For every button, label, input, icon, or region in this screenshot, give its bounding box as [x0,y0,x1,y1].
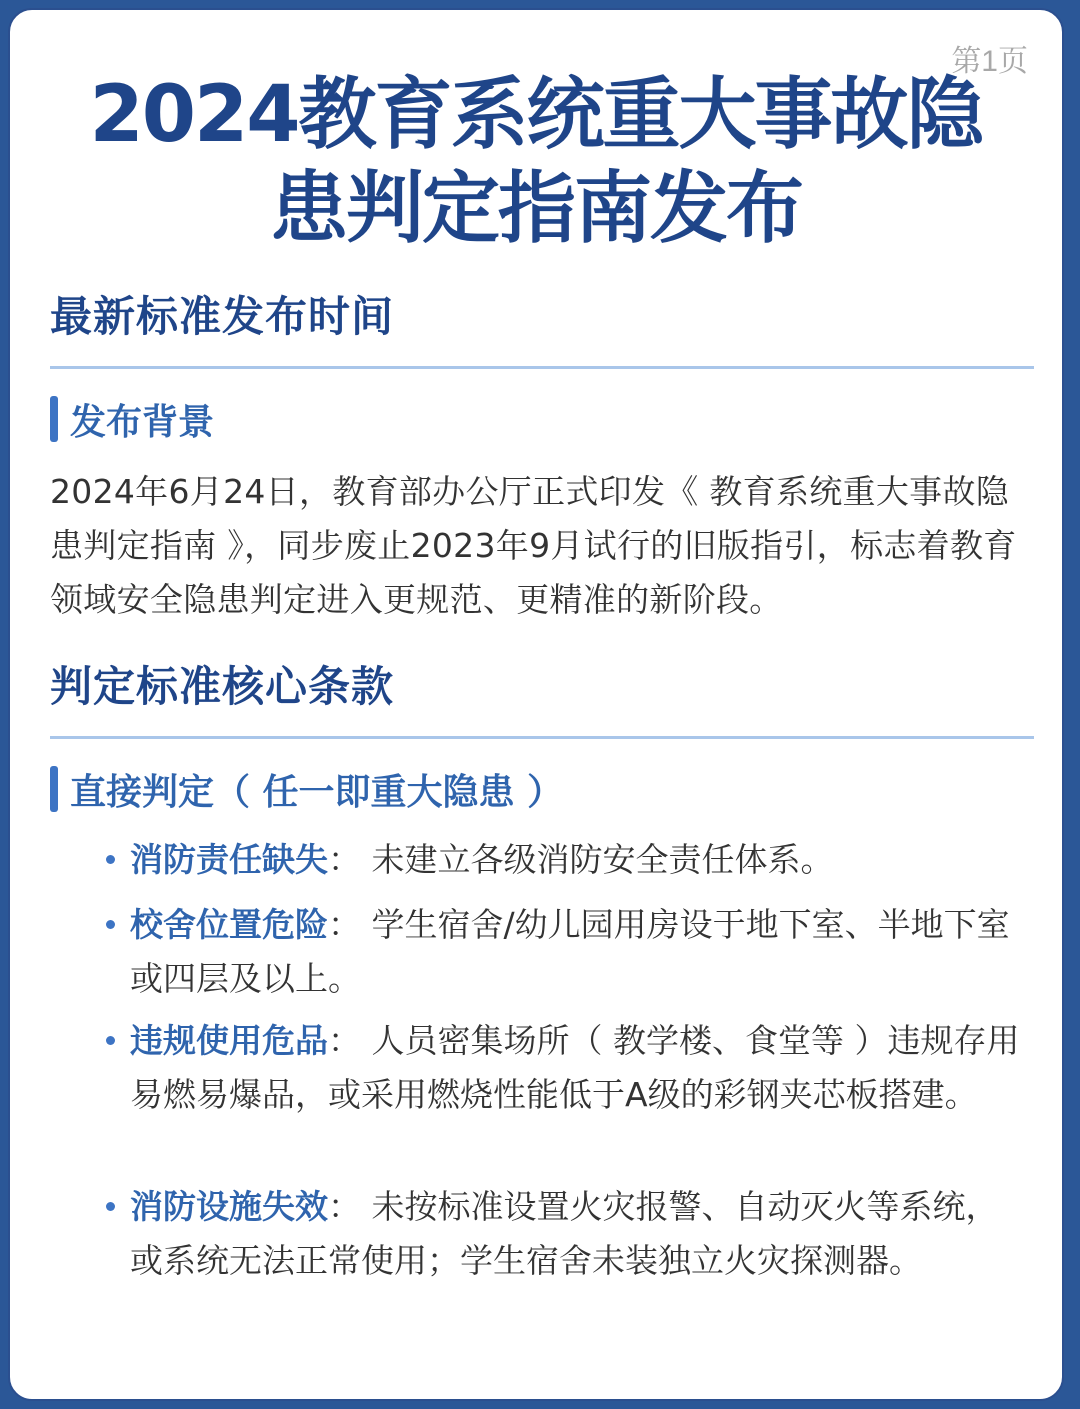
subheading-direct-judgment [50,766,563,812]
item-term: 消防责任缺失 [130,840,328,879]
subheading-accent-bar [50,396,58,442]
item-description: 学生宿舍/幼儿园用房设于地下室、半地下室或四层及以上。 [130,905,1010,998]
content-card [8,8,1064,1401]
page-title [10,68,1062,256]
item-separator: ： [328,840,361,879]
subheading-accent-bar [50,766,58,812]
item-term: 违规使用危品 [130,1021,328,1060]
item-separator: ： [328,1021,361,1060]
item-term: 校舍位置危险 [130,905,328,944]
section-divider [50,736,1034,739]
title-line-2: 患判定指南发布 [269,164,802,254]
section-heading-core-clauses: 判定标准核心条款 [50,662,395,711]
subheading-label: 发布背景 [70,401,215,443]
item-separator: ： [328,1187,361,1226]
item-description: 人员密集场所（ 教学楼、食堂等 ）违规存用易燃易爆品，或采用燃烧性能低于A级的彩钢夹芯板搭建。 [130,1021,1020,1114]
bullet-dot-icon [106,1202,115,1211]
page-number: 第1页 [951,45,1028,78]
list-item [106,833,1026,887]
background-paragraph: 2024年6月24日，教育部办公厅正式印发《 教育系统重大事故隐患判定指南 》，同步废止2023年9月试行的旧版指引，标志着教育领域安全隐患判定进入更规范、更精准的新阶段。 [50,472,1017,619]
list-item [106,898,1026,1006]
subheading-background [50,396,214,442]
bullet-dot-icon [106,855,115,864]
item-term: 消防设施失效 [130,1187,328,1226]
item-description: 未按标准设置火灾报警、自动灭火等系统，或系统无法正常使用；学生宿舍未装独立火灾探测器。 [130,1187,999,1280]
item-description: 未建立各级消防安全责任体系。 [371,840,834,879]
title-line-1: 2024教育系统重大事故隐 [89,70,983,160]
section-divider [50,366,1034,369]
item-separator: ： [328,905,361,944]
bullet-dot-icon [106,1036,115,1045]
bullet-dot-icon [106,920,115,929]
list-item [106,1180,1026,1288]
section-heading-release-time: 最新标准发布时间 [50,292,395,341]
list-item [106,1014,1026,1122]
subheading-label: 直接判定（ 任一即重大隐患 ） [70,771,564,813]
